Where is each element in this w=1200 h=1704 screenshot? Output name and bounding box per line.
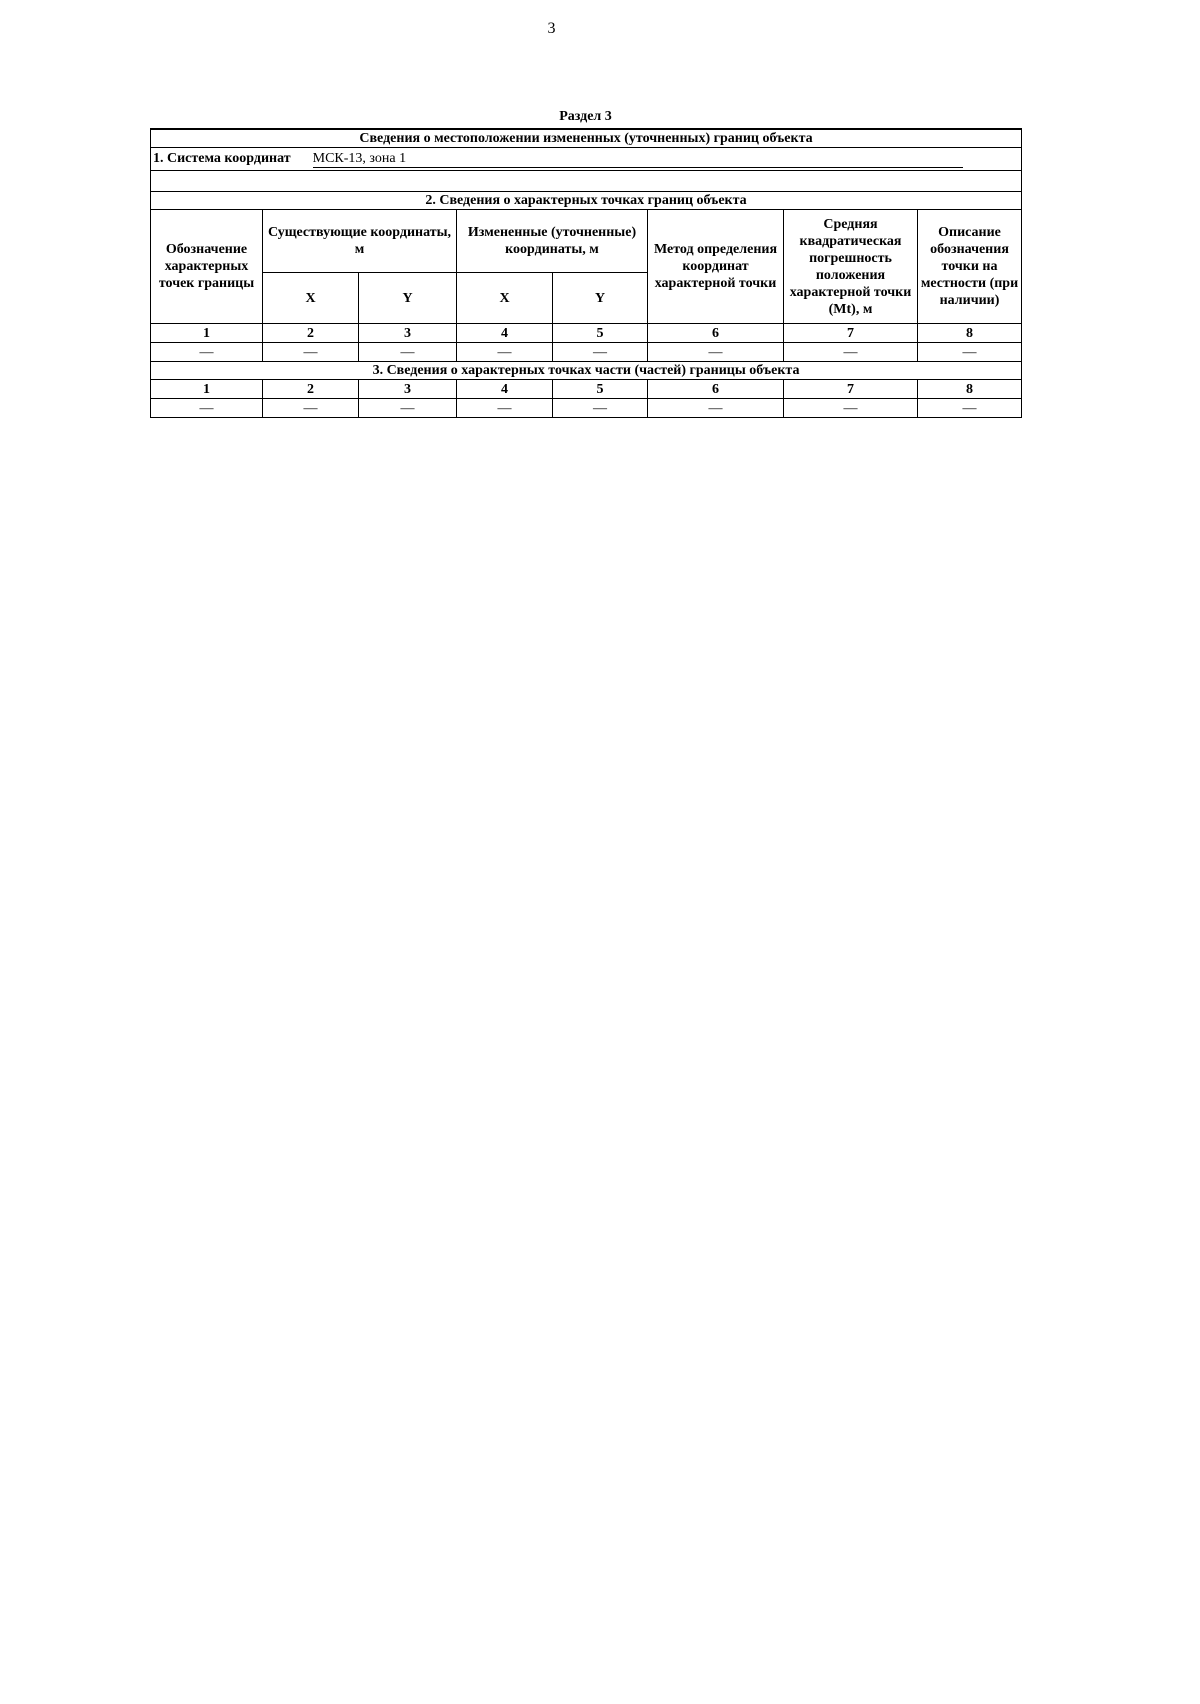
table-cell: —: [918, 399, 1022, 418]
spacer: [151, 171, 1022, 192]
table-cell: —: [553, 399, 648, 418]
header-description: Описание обозначения точки на местности (при наличии): [918, 210, 1022, 324]
column-number: 6: [648, 380, 784, 399]
column-number: 1: [151, 324, 263, 343]
column-number: 3: [359, 380, 457, 399]
table-cell: —: [648, 343, 784, 362]
header-changed-y: Y: [553, 273, 648, 324]
column-number-row: [151, 324, 1022, 343]
column-number: 7: [784, 380, 918, 399]
page-number: 3: [547, 20, 556, 37]
column-number: 8: [918, 380, 1022, 399]
column-number: 4: [457, 380, 553, 399]
boundary-points-table: [150, 128, 1022, 418]
column-number: 2: [263, 380, 359, 399]
coord-system-row: [151, 148, 1022, 171]
header-mean-error: Средняя квадратическая погрешность положения характерной точки (Mt), м: [784, 210, 918, 324]
table-cell: —: [263, 399, 359, 418]
table-cell: —: [151, 399, 263, 418]
column-number: 3: [359, 324, 457, 343]
header-point-designation: Обозначение характерных точек границы: [151, 210, 263, 324]
header-method: Метод определения координат характерной точки: [648, 210, 784, 324]
column-number-row: [151, 380, 1022, 399]
part2-data-row: [151, 343, 1022, 362]
table-cell: —: [457, 343, 553, 362]
section-title: Раздел 3: [559, 109, 612, 124]
part2-title: 2. Сведения о характерных точках границ объекта: [151, 192, 1022, 210]
column-number: 4: [457, 324, 553, 343]
header-existing-coords: Существующие координаты, м: [263, 210, 457, 273]
table-cell: —: [359, 399, 457, 418]
column-number: 1: [151, 380, 263, 399]
header-changed-x: X: [457, 273, 553, 324]
table-cell: —: [918, 343, 1022, 362]
coord-system-value: МСК-13, зона 1: [313, 150, 963, 168]
header-changed-coords: Измененные (уточненные) координаты, м: [457, 210, 648, 273]
table-cell: —: [151, 343, 263, 362]
column-number: 8: [918, 324, 1022, 343]
table-cell: —: [359, 343, 457, 362]
header-existing-x: X: [263, 273, 359, 324]
table-cell: —: [784, 399, 918, 418]
table-title: Сведения о местоположении измененных (уточненных) границ объекта: [151, 129, 1022, 148]
table-cell: —: [784, 343, 918, 362]
header-existing-y: Y: [359, 273, 457, 324]
column-number: 5: [553, 324, 648, 343]
column-number: 2: [263, 324, 359, 343]
column-number: 5: [553, 380, 648, 399]
column-number: 6: [648, 324, 784, 343]
part3-title: 3. Сведения о характерных точках части (частей) границы объекта: [151, 362, 1022, 380]
table-cell: —: [263, 343, 359, 362]
column-number: 7: [784, 324, 918, 343]
part3-data-row: [151, 399, 1022, 418]
table-cell: —: [457, 399, 553, 418]
table-cell: —: [648, 399, 784, 418]
table-cell: —: [553, 343, 648, 362]
coord-system-label: 1. Система координат: [153, 151, 291, 166]
